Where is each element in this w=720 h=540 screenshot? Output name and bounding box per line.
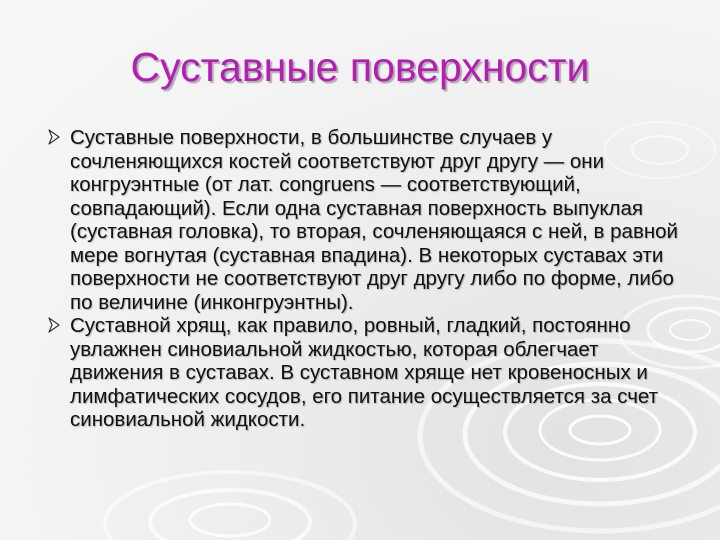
bullet-text: Суставной хрящ, как правило, ровный, гладкий, постоянно увлажнен синовиальной жидкостью, которая облегчает движения в суставах. В суставном хряще нет кровеносных и лимфатических сосудов, его питание осуществляется за счет синовиальной жидкости. [70, 314, 659, 431]
arrowhead-icon [48, 129, 60, 145]
bullet-item [48, 126, 688, 314]
arrowhead-icon [48, 317, 60, 333]
bullet-list [48, 126, 688, 432]
bullet-item [48, 314, 688, 432]
slide-title: Суставные поверхности [130, 44, 590, 90]
bullet-text: Суставные поверхности, в большинстве случаев у сочленяющихся костей соответствуют друг другу — они конгруэнтные (от лат. congruens — соответствующий, совпадающий). Если одна суставная поверхность выпуклая (суставная головка), то вторая, сочленяющаяся с ней, в равной мере вогнутая (суставная впадина). В некоторых суставах эти поверхности не соответствуют друг другу либо по форме, либо по величине (инконгруэнтны). [70, 126, 679, 314]
